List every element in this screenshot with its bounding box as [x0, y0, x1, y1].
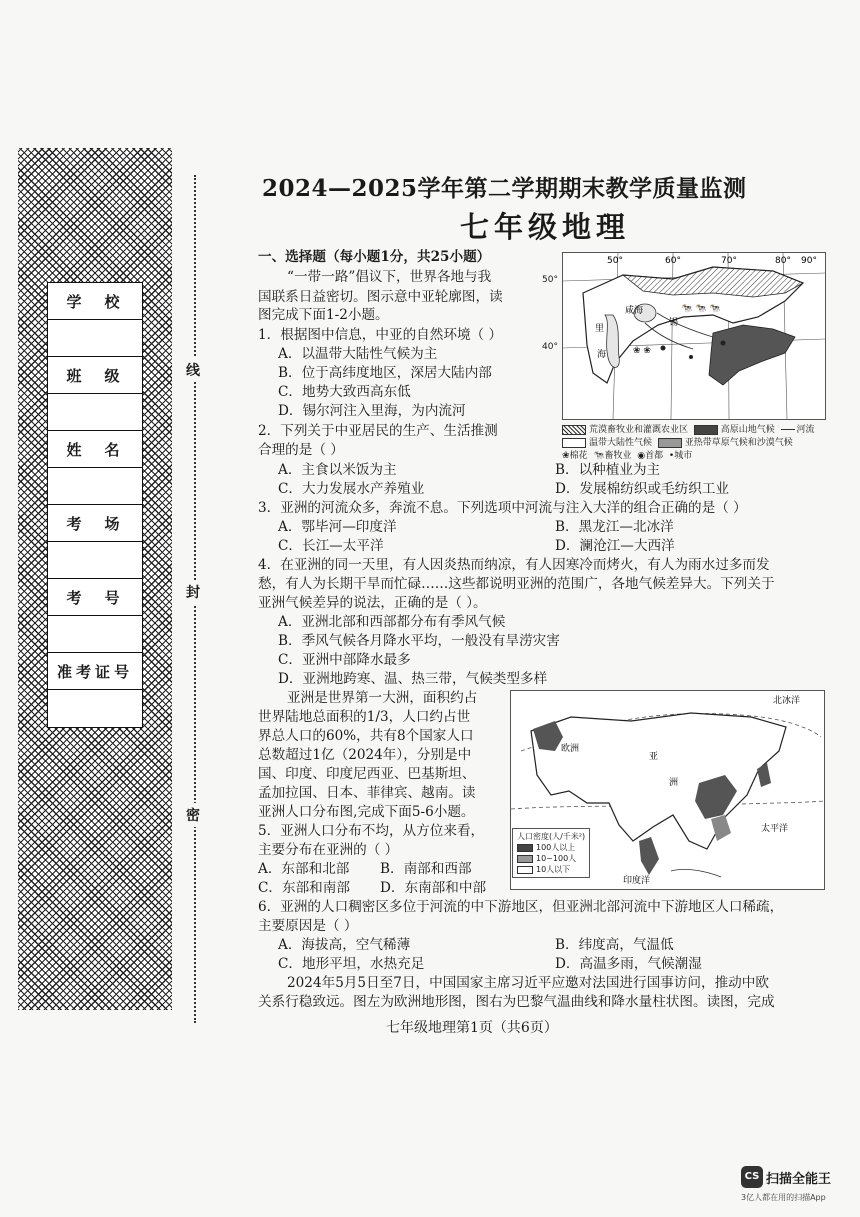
q4-option-b[interactable]: B．季风气候各月降水平均，一般没有旱涝灾害 [278, 633, 560, 649]
place-aral-sea: 咸海 [625, 306, 644, 316]
q5-option-c[interactable]: C．东部和南部 [258, 880, 350, 896]
q3-stem: 3．亚洲的河流众多，奔流不息。下列选项中河流与注入大洋的组合正确的是（ ） [258, 500, 747, 516]
watermark-sub: 3亿人都在用的扫描App [741, 1193, 826, 1202]
intro5-line1: 亚洲是世界第一大洲，面积约占 [287, 690, 478, 706]
q2-option-d[interactable]: D．发展棉纺织或毛纺织工业 [555, 481, 730, 497]
exam-subject: 七年级地理 [460, 210, 631, 244]
central-asia-map [562, 252, 826, 420]
seal-char-line: 线 [186, 358, 200, 382]
label-arctic-ocean: 北冰洋 [773, 696, 801, 706]
q5-stem-line2: 主要分布在亚洲的（ ） [258, 842, 399, 858]
label-pacific-ocean: 太平洋 [761, 824, 789, 834]
q4-stem-line3: 亚洲气候差异的说法，正确的是（ ）。 [258, 595, 487, 611]
q4-option-d[interactable]: D．亚洲地跨寒、温、热三带，气候类型多样 [278, 671, 548, 687]
q2-option-c[interactable]: C．大力发展水产养殖业 [278, 481, 425, 497]
lon-label-70: 70° [721, 256, 737, 266]
q1-stem: 1．根据图中信息，中亚的自然环境（ ） [258, 327, 503, 343]
legend-label-livestock: 畜牧业 [604, 451, 632, 461]
legend-label-river: 河流 [796, 425, 815, 435]
intro5-line2: 世界陆地总面积的1/3，人口约占世 [258, 709, 471, 725]
lon-label-90: 90° [801, 256, 817, 266]
blank-exam-room[interactable] [48, 542, 142, 579]
field-school: 学 校 [48, 283, 142, 320]
q4-option-a[interactable]: A．亚洲北部和西部都分布有季风气候 [278, 614, 506, 630]
legend-density-low [517, 866, 533, 874]
label-asia-1: 亚 [649, 752, 659, 762]
legend-river-line [781, 429, 795, 430]
q5-option-a[interactable]: A．东部和北部 [258, 861, 350, 877]
intro1-line3: 图完成下面1-2小题。 [258, 307, 389, 323]
intro7-line2: 关系行稳致远。图左为欧洲地形图，图右为巴黎气温曲线和降水量柱状图。读图，完成 [258, 994, 775, 1010]
map2-legend [512, 828, 590, 878]
legend-label-highland: 高原山地气候 [720, 425, 775, 435]
seal-char-seal: 封 [186, 580, 200, 604]
legend-label-subtropical: 亚热带草原气候和沙漠气候 [684, 438, 793, 448]
livestock-icon: 🐄 [593, 451, 605, 461]
intro5-line5: 国、印度、印度尼西亚、巴基斯坦、 [258, 766, 476, 782]
q2-option-b[interactable]: B．以种植业为主 [555, 462, 661, 478]
legend-swatch-hatch [562, 425, 586, 435]
q3-option-d[interactable]: D．澜沧江—大西洋 [555, 538, 675, 554]
map1-legend [562, 424, 815, 463]
place-caspian-1: 里 [595, 324, 605, 334]
label-indian-ocean: 印度洋 [623, 876, 651, 886]
q5-option-d[interactable]: D．东南部和中部 [380, 880, 487, 896]
place-caspian-2: 海 [597, 350, 607, 360]
capital-icon: ◉ [637, 451, 646, 461]
blank-class[interactable] [48, 394, 142, 431]
q5-option-b[interactable]: B．南部和西部 [380, 861, 472, 877]
student-info-table [47, 282, 143, 728]
q4-stem-line1: 4．在亚洲的同一天里，有人因炎热而纳凉，有人因寒冷而烤火，有人为雨水过多而发 [258, 557, 770, 573]
q6-option-a[interactable]: A．海拔高，空气稀薄 [278, 937, 411, 953]
q6-option-d[interactable]: D．高温多雨，气候潮湿 [555, 956, 702, 972]
lat-label-40: 40° [542, 342, 558, 352]
q3-option-a[interactable]: A．鄂毕河—印度洋 [278, 519, 397, 535]
legend-density-title: 人口密度(人/千米²) [517, 832, 586, 841]
legend-density-mid [517, 855, 533, 863]
lon-label-50: 50° [607, 256, 623, 266]
seal-char-secret: 密 [186, 803, 200, 827]
q5-stem-line1: 5．亚洲人口分布不均，从方位来看， [258, 823, 485, 839]
intro7-line1: 2024年5月5日至7日，中国国家主席习近平应邀对法国进行国事访问，推动中欧 [287, 975, 769, 991]
q1-option-b[interactable]: B．位于高纬度地区，深居大陆内部 [278, 365, 492, 381]
intro5-line4: 总数超过1亿（2024年），分别是中 [258, 747, 472, 763]
field-class: 班 级 [48, 357, 142, 394]
page-footer: 七年级地理第1页（共6页） [386, 1020, 558, 1036]
q6-option-b[interactable]: B．纬度高，气温低 [555, 937, 674, 953]
legend-label-temperate: 温带大陆性气候 [589, 438, 653, 448]
svg-text:❀ ❀: ❀ ❀ [633, 346, 651, 356]
field-exam-room: 考 场 [48, 505, 142, 542]
label-europe: 欧洲 [561, 744, 580, 754]
legend-label-city: 城市 [674, 451, 693, 461]
q3-option-c[interactable]: C．长江—太平洋 [278, 538, 384, 554]
lat-label-50: 50° [542, 275, 558, 285]
legend-label-capital: 首都 [645, 451, 664, 461]
field-exam-number: 考 号 [48, 579, 142, 616]
q4-option-c[interactable]: C．亚洲中部降水最多 [278, 652, 411, 668]
legend-density-high [517, 844, 533, 852]
intro5-line3: 界总人口的60%，共有8个国家人口 [258, 728, 474, 744]
blank-admission-number[interactable] [48, 690, 142, 727]
lon-label-60: 60° [665, 256, 681, 266]
watermark-name: 扫描全能王 [766, 1171, 832, 1187]
place-syr-darya: 锡 [669, 318, 679, 328]
blank-exam-number[interactable] [48, 616, 142, 653]
q6-stem-line1: 6．亚洲的人口稠密区多位于河流的中下游地区，但亚洲北部河流中下游地区人口稀疏， [258, 899, 784, 915]
q2-option-a[interactable]: A．主食以米饭为主 [278, 462, 397, 478]
section-heading: 一、选择题（每小题1分，共25小题） [258, 249, 491, 265]
q1-option-c[interactable]: C．地势大致西高东低 [278, 384, 411, 400]
label-asia-2: 洲 [669, 778, 679, 788]
intro5-line7: 亚洲人口分布图,完成下面5-6小题。 [258, 804, 475, 820]
central-asia-map-svg [563, 253, 825, 419]
city-icon: • [668, 451, 675, 461]
cotton-icon: ❀ [562, 451, 570, 461]
intro5-line6: 孟加拉国、日本、菲律宾、越南。读 [258, 785, 476, 801]
lon-label-80: 80° [775, 256, 791, 266]
legend-label-desert-ag: 荒漠畜牧业和灌溉农业区 [589, 425, 689, 435]
q1-option-d[interactable]: D．锡尔河注入里海，为内流河 [278, 403, 466, 419]
legend-density-mid-label: 10~100人 [536, 854, 577, 863]
camscanner-logo-icon: CS [741, 1166, 763, 1188]
q6-option-c[interactable]: C．地形平坦，水热充足 [278, 956, 425, 972]
exam-title: 2024—2025学年第二学期期末教学质量监测 [262, 175, 747, 202]
blank-school[interactable] [48, 320, 142, 357]
q3-option-b[interactable]: B．黑龙江—北冰洋 [555, 519, 674, 535]
svg-text:🐄 🐄 🐄: 🐄 🐄 🐄 [681, 304, 721, 314]
legend-label-cotton: 棉花 [569, 451, 588, 461]
intro1-line1: “一带一路”倡议下，世界各地与我 [287, 269, 492, 285]
q4-stem-line2: 愁，有人为长期干旱而忙碌……这些都说明亚洲的范围广，各地气候差异大。下列关于 [258, 576, 775, 592]
field-admission-number: 准考证号 [48, 653, 142, 690]
field-name: 姓 名 [48, 431, 142, 468]
intro1-line2: 国联系日益密切。图示意中亚轮廓图，读 [258, 289, 503, 305]
legend-density-low-label: 10人以下 [536, 865, 571, 874]
scanner-watermark [741, 1166, 832, 1202]
q2-stem-line1: 2．下列关于中亚居民的生产、生活推测 [258, 423, 498, 439]
q6-stem-line2: 主要原因是（ ） [258, 918, 358, 934]
blank-name[interactable] [48, 468, 142, 505]
legend-density-high-label: 100人以上 [536, 843, 576, 852]
q2-stem-line2: 合理的是（ ） [258, 442, 344, 458]
legend-swatch-light [562, 438, 586, 448]
q1-option-a[interactable]: A．以温带大陆性气候为主 [278, 346, 438, 362]
legend-swatch-dark [694, 425, 718, 435]
legend-swatch-mid [658, 438, 682, 448]
